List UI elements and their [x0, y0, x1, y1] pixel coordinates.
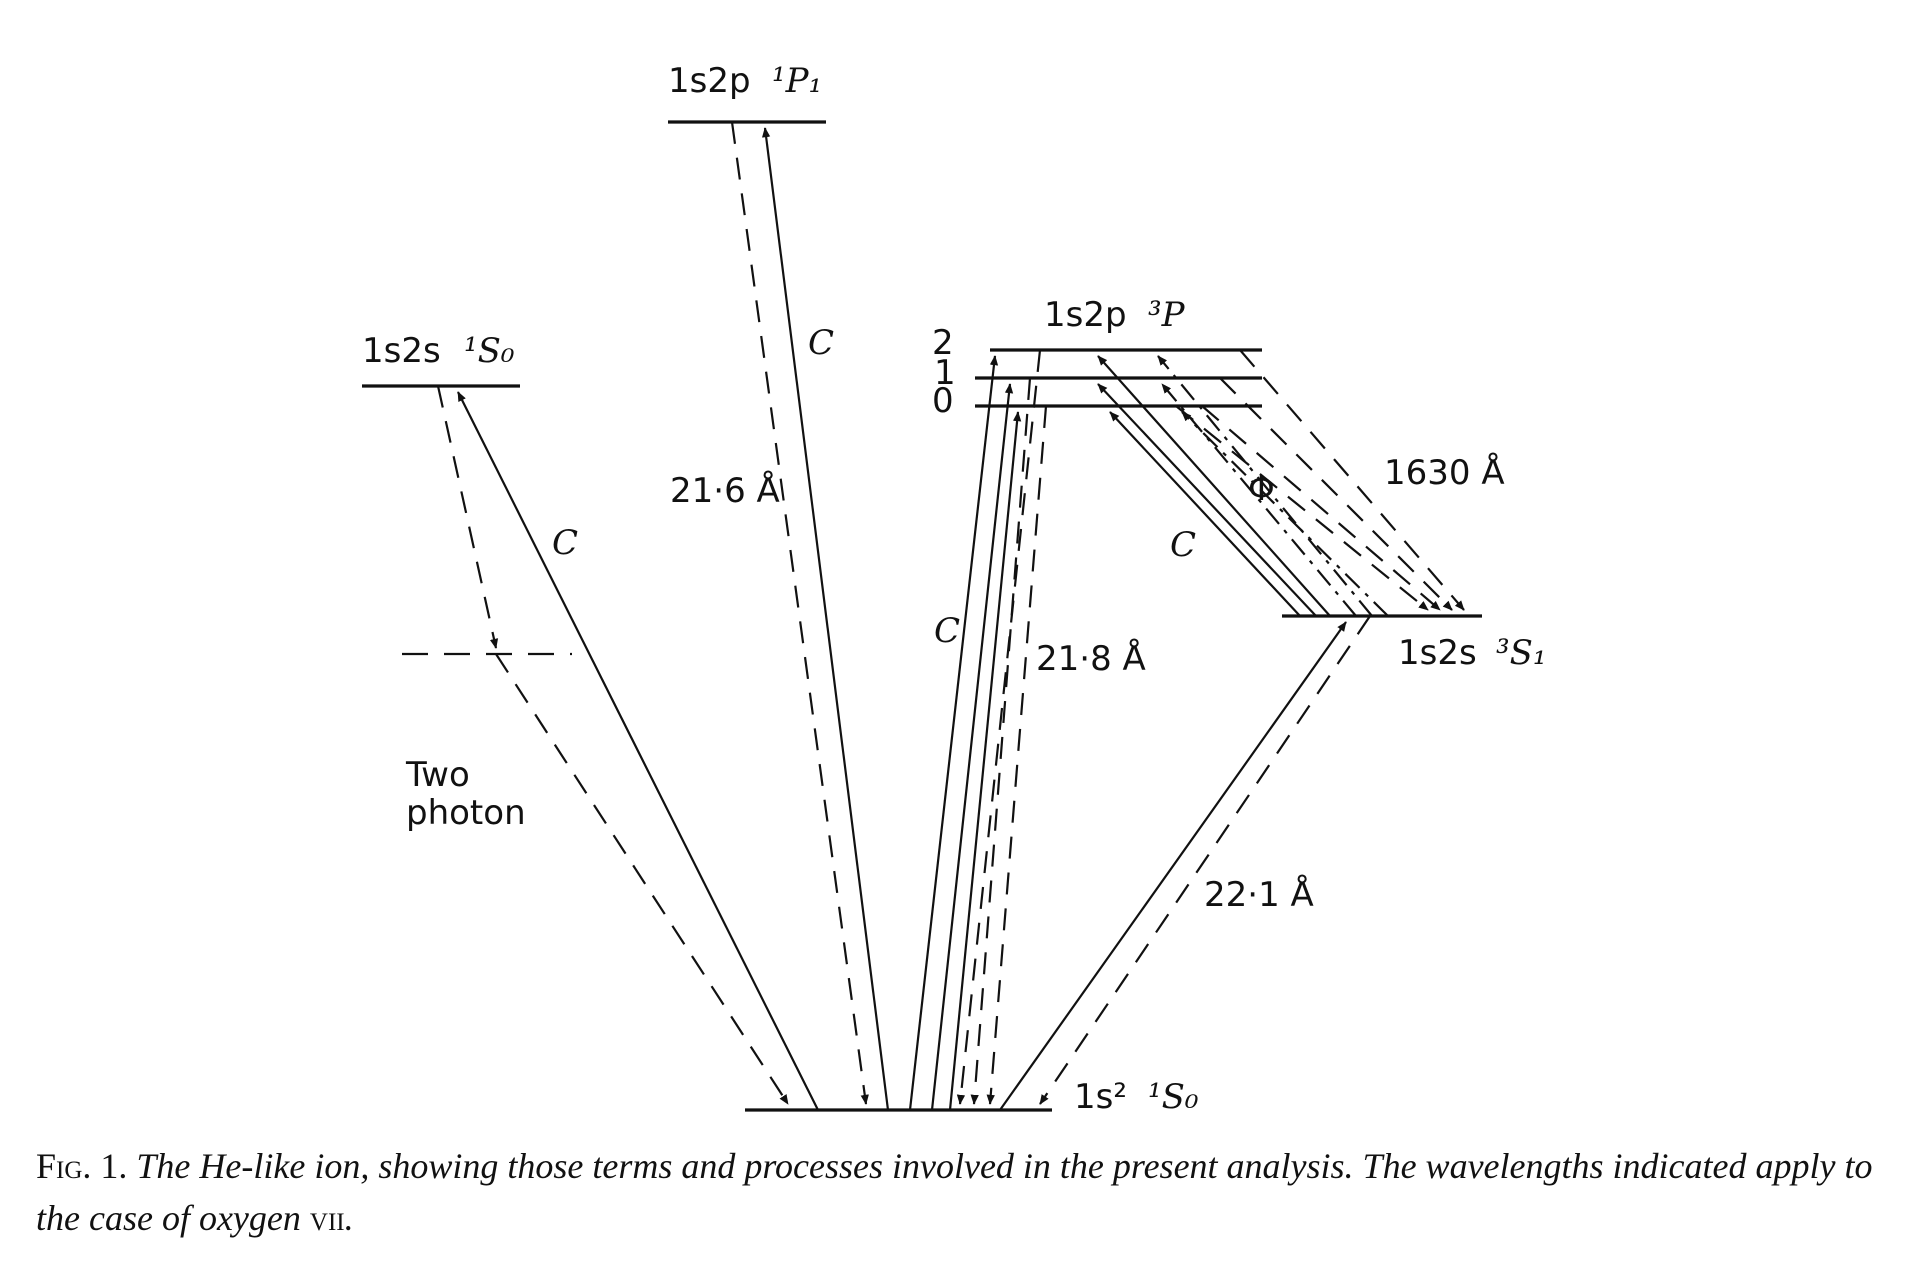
caption-text: The He-like ion, showing those terms and processes involved in the present analysis. The wavelengths indicated apply to the case of oxygen — [36, 1146, 1873, 1238]
label-1s2p-1p1-config: 1s2p — [668, 61, 751, 101]
label-wavelength-triplet: 1630 Å — [1384, 453, 1505, 493]
label-1s2s-3s1-term: ³S₁ — [1496, 633, 1547, 673]
collisional-3s1-3p1-arrow — [1098, 384, 1316, 616]
label-two-photon-line2: photon — [406, 793, 526, 833]
label-c-3s1-3p: C — [1170, 525, 1197, 565]
label-c-1s0: C — [552, 523, 579, 563]
collisional-excitation-3p0-arrow — [950, 412, 1018, 1110]
intercombination-decay-3p1-arrow — [974, 378, 1030, 1104]
label-two-photon-line1: Two — [406, 755, 470, 795]
label-1s2p-3p-term: ³P — [1148, 295, 1185, 335]
label-wavelength-intercombination: 21·8 Å — [1036, 639, 1146, 679]
sublevel-j0: 0 — [932, 381, 954, 421]
label-1s2s-1s0-term: ¹S₀ — [464, 331, 515, 371]
collisional-excitation-3s1-arrow — [1000, 622, 1346, 1110]
resonance-decay-arrow — [732, 122, 866, 1104]
collisional-excitation-1p1-arrow — [765, 128, 888, 1110]
forbidden-decay-arrow — [1040, 616, 1370, 1104]
sublevel-j2: 2 — [932, 323, 954, 363]
label-ground-config: 1s² — [1074, 1077, 1127, 1117]
label-1s2s-1s0-config: 1s2s — [362, 331, 441, 371]
caption-figure-number: Fig. 1. — [36, 1146, 128, 1186]
two-photon-upper-arrow — [438, 386, 496, 648]
label-wavelength-resonance: 21·6 Å — [670, 471, 780, 511]
figure-caption — [36, 1140, 1896, 1244]
caption-end: . — [344, 1198, 354, 1238]
two-photon-lower-arrow — [496, 654, 788, 1104]
label-1s2p-1p1-term: ¹P₁ — [772, 61, 823, 101]
sublevel-j1: 1 — [934, 353, 956, 393]
caption-ion-stage: vii — [309, 1198, 345, 1238]
triplet-decay-3p0-arrow — [1202, 406, 1440, 610]
label-c-1p1: C — [808, 323, 835, 363]
label-ground-term: ¹S₀ — [1148, 1077, 1199, 1117]
label-phi: Φ — [1248, 469, 1275, 509]
label-wavelength-forbidden: 22·1 Å — [1204, 875, 1314, 915]
label-1s2s-3s1-config: 1s2s — [1398, 633, 1477, 673]
label-c-3p: C — [934, 611, 961, 651]
intercombination-decay-3p0-arrow — [990, 406, 1046, 1104]
label-1s2p-3p-config: 1s2p — [1044, 295, 1127, 335]
